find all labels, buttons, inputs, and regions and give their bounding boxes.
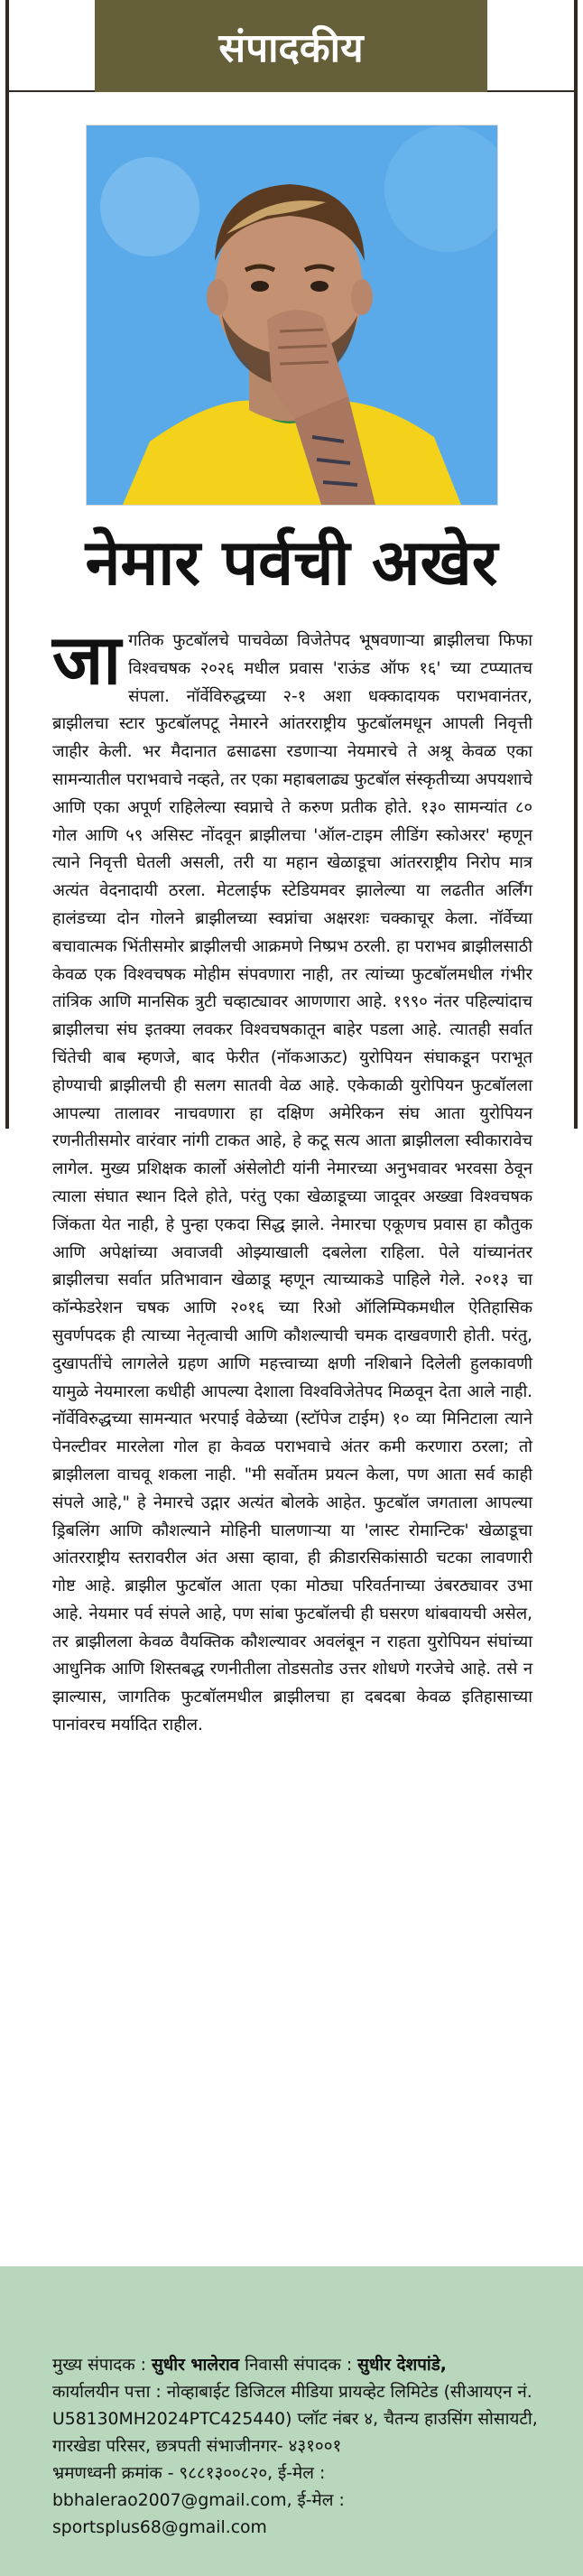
player-photo (86, 125, 498, 506)
resident-editor-label: निवासी संपादक : (245, 2356, 353, 2375)
article-body: गतिक फुटबॉलचे पाचवेळा विजेतेपद भूषवणाऱ्या ब्राझीलचा फिफा विश्वचषक २०२६ मधील प्रवास 'राऊंड ऑफ १६' च्या टप्प्यातच संपला. नॉर्वेविरुद्धच्या २-१ अशा धक्कादायक पराभवानंतर, ब्राझीलचा स्टार फुटबॉलपटू नेमारने आंतरराष्ट्रीय फुटबॉलमधून आपली निवृत्ती जाहीर केली. भर मैदानात ढसाढसा रडणाऱ्या नेयमारचे ते अश्रू केवळ एका सामन्यातील पराभवाचे नव्हते, तर एका महाबलाढ्य फुटबॉल संस्कृतीच्या अपयशाचे आणि एका अपूर्ण राहिलेल्या स्वप्नाचे ते करुण प्रतीक होते. १३० सामन्यांत ८० गोल आणि ५९ असिस्ट नोंदवून ब्राझीलचा 'ऑल-टाइम लीडिंग स्कोअरर' म्हणून त्याने निवृत्ती घेतली असली, तरी या महान खेळाडूचा आंतरराष्ट्रीय निरोप मात्र अत्यंत वेदनादायी ठरला. मेटलाईफ स्टेडियमवर झालेल्या या लढतीत अर्लिंग हालंडच्या दोन गोलने ब्राझीलच्या स्वप्नांचा अक्षरशः चक्काचूर केला. नॉर्वेच्या बचावात्मक भिंतीसमोर ब्राझीलची आक्रमणे निष्प्रभ ठरली. हा पराभव ब्राझीलसाठी केवळ एक विश्वचषक मोहीम संपवणारा नाही, तर त्यांच्या फुटबॉलमधील गंभीर तांत्रिक आणि मानसिक त्रुटी चव्हाट्यावर आणणारा आहे. १९९० नंतर पहिल्यांदाच ब्राझीलचा संघ इतक्या लवकर विश्वचषकातून बाहेर पडला आहे. त्यातही सर्वात चिंतेची बाब म्हणजे, बाद फेरीत (नॉकआऊट) युरोपियन संघाकडून पराभूत होण्याची ब्राझीलची ही सलग सातवी वेळ आहे. एकेकाळी युरोपियन फुटबॉलला आपल्या तालावर नाचवणारा हा दक्षिण अमेरिकन संघ आता युरोपियन रणनीतीसमोर वारंवार नांगी टाकत आहे, हे कटू सत्य आता ब्राझीलला स्वीकारावेच लागेल. मुख्य प्रशिक्षक कार्लो अंसेलोटी यांनी नेमारच्या अनुभवावर भरवसा ठेवून त्याला संघात स्थान दिले होते, परंतु एका खेळाडूच्या जादूवर अख्खा विश्वचषक जिंकता येत नाही, हे पुन्हा एकदा सिद्ध झाले. नेमारचा एकूणच प्रवास हा कौतुक आणि अपेक्षांच्या अवाजवी ओझ्याखाली दबलेला राहिला. पेले यांच्यानंतर ब्राझीलचा सर्वात प्रतिभावान खेळाडू म्हणून त्याच्याकडे पाहिले गेले. २०१३ चा कॉन्फेडरेशन चषक आणि २०१६ च्या रिओ ऑलिम्पिकमधील ऐतिहासिक सुवर्णपदक ही त्याच्या नेतृत्वाची आणि कौशल्याची चमक दाखवणारी होती. परंतु, दुखापतींचे लागलेले ग्रहण आणि महत्त्वाच्या क्षणी नशिबाने दिलेली हुलकावणी यामुळे नेयमारला कधीही आपल्या देशाला विश्वविजेतेपद मिळवून देता आले नाही. नॉर्वेविरुद्धच्या सामन्यात भरपाई वेळेच्या (स्टॉपेज टाईम) १० व्या मिनिटाला त्याने पेनल्टीवर मारलेला गोल हा केवळ पराभवाचे अंतर कमी करणारा ठरला; तो ब्राझीलला वाचवू शकला नाही. "मी सर्वोतम प्रयत्न केला, पण आता सर्व काही संपले आहे," हे नेमारचे उद्गार अत्यंत बोलके आहेत. फुटबॉल जगताला आपल्या ड्रिबलिंग आणि कौशल्याने मोहिनी घालणाऱ्या या 'लास्ट रोमान्टिक' खेळाडूचा आंतरराष्ट्रीय स्तरावरील अंत असा व्हावा, ही क्रीडारसिकांसाठी चटका लावणारी गोष्ट आहे. ब्राझील फुटबॉल आता एका मोठ्या परिवर्तनाच्या उंबरठ्यावर उभा आहे. नेयमार पर्व संपले आहे, पण सांबा फुटबॉलची ही घसरण थांबवायची असेल, तर ब्राझीलला केवळ वैयक्तिक कौशल्यावर अवलंबून न राहता युरोपियन संघांच्या आधुनिक आणि शिस्तबद्ध रणनीतीला तोडसतोड उत्तर शोधणे गरजेचे आहे. तसे न झाल्यास, जागतिक फुटबॉलमधील ब्राझीलचा हा दबदबा केवळ इतिहासाच्या पानांवरच मर्यादित राहील. (52, 631, 532, 1735)
article-body-container (52, 619, 532, 1740)
office-address: कार्यालयीन पत्ता : नोव्हाबाईट डिजिटल मीडिया प्रायव्हेट लिमिटेड (सीआयएन नं. U58130MH2024PTC425440) प्लॉट नंबर ४, चैतन्य हाउसिंग सोसायटी, गारखेडा परिसर, छत्रपती संभाजीनगर- ४३१००१ (52, 2383, 538, 2456)
chief-editor: सुधीर भालेराव (152, 2356, 240, 2375)
resident-editor: सुधीर देशपांडे, (357, 2356, 447, 2375)
drop-cap: जा (52, 619, 122, 700)
footer-text (52, 2352, 545, 2542)
headline: नेमार पर्वची अखेर (85, 525, 498, 600)
player-photo-illustration (87, 126, 497, 505)
editorial-footer (0, 2266, 583, 2576)
chief-editor-label: मुख्य संपादक : (52, 2356, 147, 2375)
editor-line (52, 2352, 545, 2379)
contact-info: भ्रमणध्वनी क्रमांक - ९८८१३००८२०, ई-मेल : bbhalerao2007@gmail.com, ई-मेल : sportsplus68@gmail.com (52, 2464, 345, 2537)
section-title: संपादकीय (95, 0, 487, 92)
